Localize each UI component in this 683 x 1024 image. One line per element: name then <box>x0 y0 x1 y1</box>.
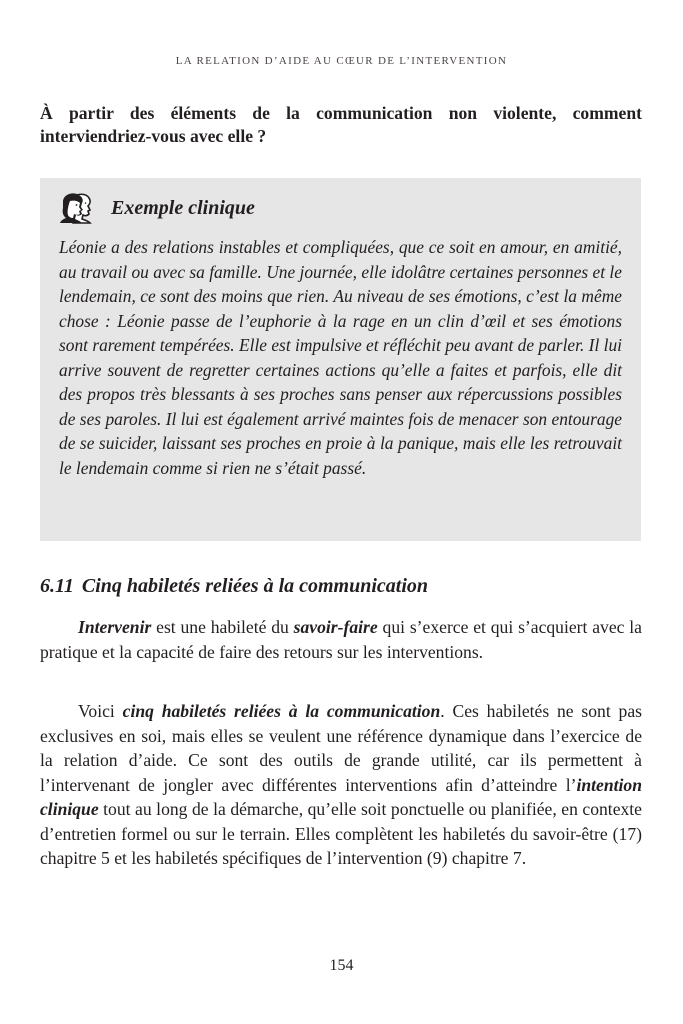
section-heading <box>40 575 428 598</box>
body-paragraph <box>40 615 642 664</box>
clinical-example-box <box>40 178 641 541</box>
emphasis: Intervenir <box>78 617 152 637</box>
discussion-question: À partir des éléments de la communication non violente, comment interviendriez-vous avec elle ? <box>40 103 642 146</box>
section-number: 6.11 <box>40 575 74 597</box>
emphasis: cinq habiletés reliées à la communication <box>122 701 441 721</box>
clinical-example-title: Exemple clinique <box>111 196 255 219</box>
body-paragraph <box>40 699 642 871</box>
paragraph-text: tout au long de la démarche, qu’elle soit ponctuelle ou planifiée, en contexte d’entretien formel ou sur le terrain. Elles complètent les habiletés du savoir-être (17) chapitre 5 et les habiletés spécifiques de l’intervention (9) chapitre 7. <box>40 799 642 868</box>
two-faces-icon <box>59 192 95 224</box>
paragraph-text: Voici <box>78 701 123 721</box>
page-number: 154 <box>329 957 354 974</box>
paragraph-text: . Ces habiletés ne sont pas exclusives en soi, mais elles se veulent une référence dynamique dans l’exercice de la relation d’aide. Ce sont des outils de grande utilité, car ils permettent à l’intervenant de jongler avec différentes interventions afin d’atteindre l’ <box>40 701 643 795</box>
section-title: Cinq habiletés reliées à la communication <box>81 575 429 597</box>
clinical-example-text: Léonie a des relations instables et compliquées, que ce soit en amour, en amitié, au travail ou avec sa famille. Une journée, elle idolâtre certaines personnes et le lendemain, ce sont des moins que rien. Au niveau de ses émotions, c’est la même chose : Léonie passe de l’euphorie à la rage en un clin d’œil et ses émotions sont rarement tempérées. Elle est impulsive et réfléchit peu avant de parler. Il lui arrive souvent de regretter certaines actions qu’elle a faites et parfois, elle dit des propos très blessants à ses proches sans penser aux répercussions possibles de ses paroles. Il lui est également arrivé maintes fois de menacer son entourage de se suicider, laissant ses proches en proie à la panique, mais elle les retrouvait le lendemain comme si rien ne s’était passé. <box>59 237 622 478</box>
emphasis: intention clinique <box>40 774 642 819</box>
running-head: LA RELATION D’AIDE AU CŒUR DE L’INTERVENTION <box>175 55 508 67</box>
emphasis: savoir-faire <box>293 617 378 637</box>
clinical-example-header <box>59 192 255 224</box>
paragraph-text: qui s’exerce et qui s’acquiert avec la pratique et la capacité de faire des retours sur les interventions. <box>40 617 642 662</box>
paragraph-text: est une habileté du <box>151 617 294 637</box>
